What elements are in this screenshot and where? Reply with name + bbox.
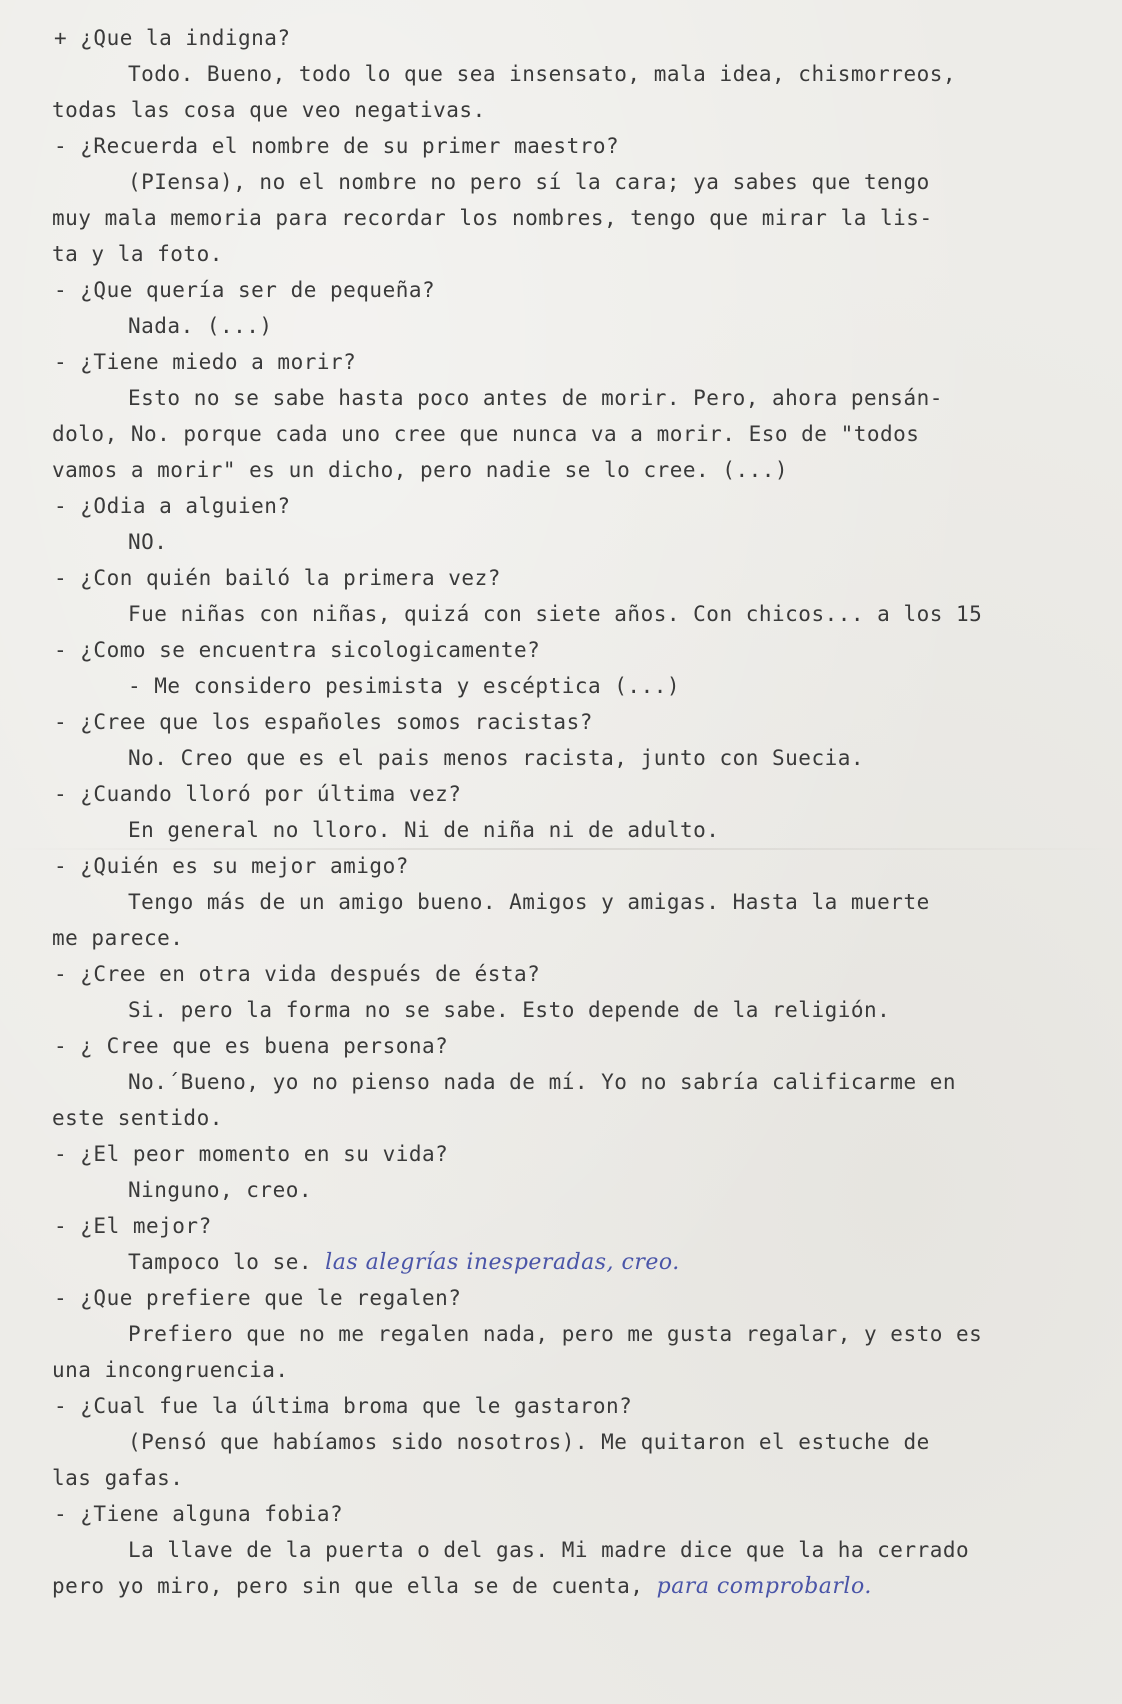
question-line: - ¿ Cree que es buena persona? [54, 1034, 449, 1058]
answer-line: NO. [128, 530, 168, 554]
question-line: - ¿Como se encuentra sicologicamente? [54, 638, 541, 662]
answer-line: Prefiero que no me regalen nada, pero me gusta regalar, y esto es [128, 1322, 983, 1346]
paper-fold-line [0, 848, 1122, 850]
question-line: - ¿Recuerda el nombre de su primer maestro? [54, 134, 620, 158]
answer-line: En general no lloro. Ni de niña ni de adulto. [128, 818, 720, 842]
question-line: - ¿El mejor? [54, 1214, 212, 1238]
typed-answer-text: Tampoco lo se. [128, 1250, 313, 1274]
question-line: - ¿Quién es su mejor amigo? [54, 854, 409, 878]
question-line: - ¿Odia a alguien? [54, 494, 291, 518]
answer-continuation-line: dolo, No. porque cada uno cree que nunca va a morir. Eso de "todos [52, 422, 920, 446]
answer-line: Ninguno, creo. [128, 1178, 313, 1202]
handwritten-annotation: las alegrías inesperadas, creo. [325, 1250, 680, 1275]
question-line: - ¿Que prefiere que le regalen? [54, 1286, 462, 1310]
answer-continuation-line [52, 1572, 872, 1600]
question-line: - ¿Cuando lloró por última vez? [54, 782, 462, 806]
answer-line: No.´Bueno, yo no pienso nada de mí. Yo no sabría calificarme en [128, 1070, 957, 1094]
answer-continuation-line: este sentido. [52, 1106, 223, 1130]
answer-line: Fue niñas con niñas, quizá con siete años. Con chicos... a los 15 [128, 602, 983, 626]
question-line: - ¿Cual fue la última broma que le gastaron? [54, 1394, 633, 1418]
question-line: - ¿Que quería ser de pequeña? [54, 278, 436, 302]
answer-line: (Pensó que habíamos sido nosotros). Me quitaron el estuche de [128, 1430, 930, 1454]
answer-continuation-line: una incongruencia. [52, 1358, 289, 1382]
answer-continuation-line: todas las cosa que veo negativas. [52, 98, 486, 122]
question-line: - ¿Tiene miedo a morir? [54, 350, 357, 374]
answer-line: Tengo más de un amigo bueno. Amigos y amigas. Hasta la muerte [128, 890, 930, 914]
handwritten-annotation: para comprobarlo. [656, 1574, 872, 1599]
answer-line: - Me considero pesimista y escéptica (...) [128, 674, 681, 698]
answer-continuation-line: me parece. [52, 926, 184, 950]
answer-line: Todo. Bueno, todo lo que sea insensato, mala idea, chismorreos, [128, 62, 957, 86]
answer-line: La llave de la puerta o del gas. Mi madre dice que la ha cerrado [128, 1538, 970, 1562]
question-line: - ¿El peor momento en su vida? [54, 1142, 449, 1166]
answer-line [128, 1248, 680, 1276]
answer-continuation-line: ta y la foto. [52, 242, 223, 266]
typed-answer-text: pero yo miro, pero sin que ella se de cuenta, [52, 1574, 644, 1598]
answer-line: Esto no se sabe hasta poco antes de morir. Pero, ahora pensán- [128, 386, 943, 410]
answer-line: Si. pero la forma no se sabe. Esto depende de la religión. [128, 998, 891, 1022]
question-line: - ¿Cree que los españoles somos racistas? [54, 710, 593, 734]
answer-continuation-line: las gafas. [52, 1466, 184, 1490]
answer-line: Nada. (...) [128, 314, 273, 338]
answer-continuation-line: vamos a morir" es un dicho, pero nadie se lo cree. (...) [52, 458, 789, 482]
question-line: + ¿Que la indigna? [54, 26, 291, 50]
answer-continuation-line: muy mala memoria para recordar los nombres, tengo que mirar la lis- [52, 206, 933, 230]
question-line: - ¿Cree en otra vida después de ésta? [54, 962, 541, 986]
question-line: - ¿Con quién bailó la primera vez? [54, 566, 501, 590]
answer-line: No. Creo que es el pais menos racista, junto con Suecia. [128, 746, 865, 770]
question-line: - ¿Tiene alguna fobia? [54, 1502, 344, 1526]
answer-line: (PIensa), no el nombre no pero sí la cara; ya sabes que tengo [128, 170, 930, 194]
